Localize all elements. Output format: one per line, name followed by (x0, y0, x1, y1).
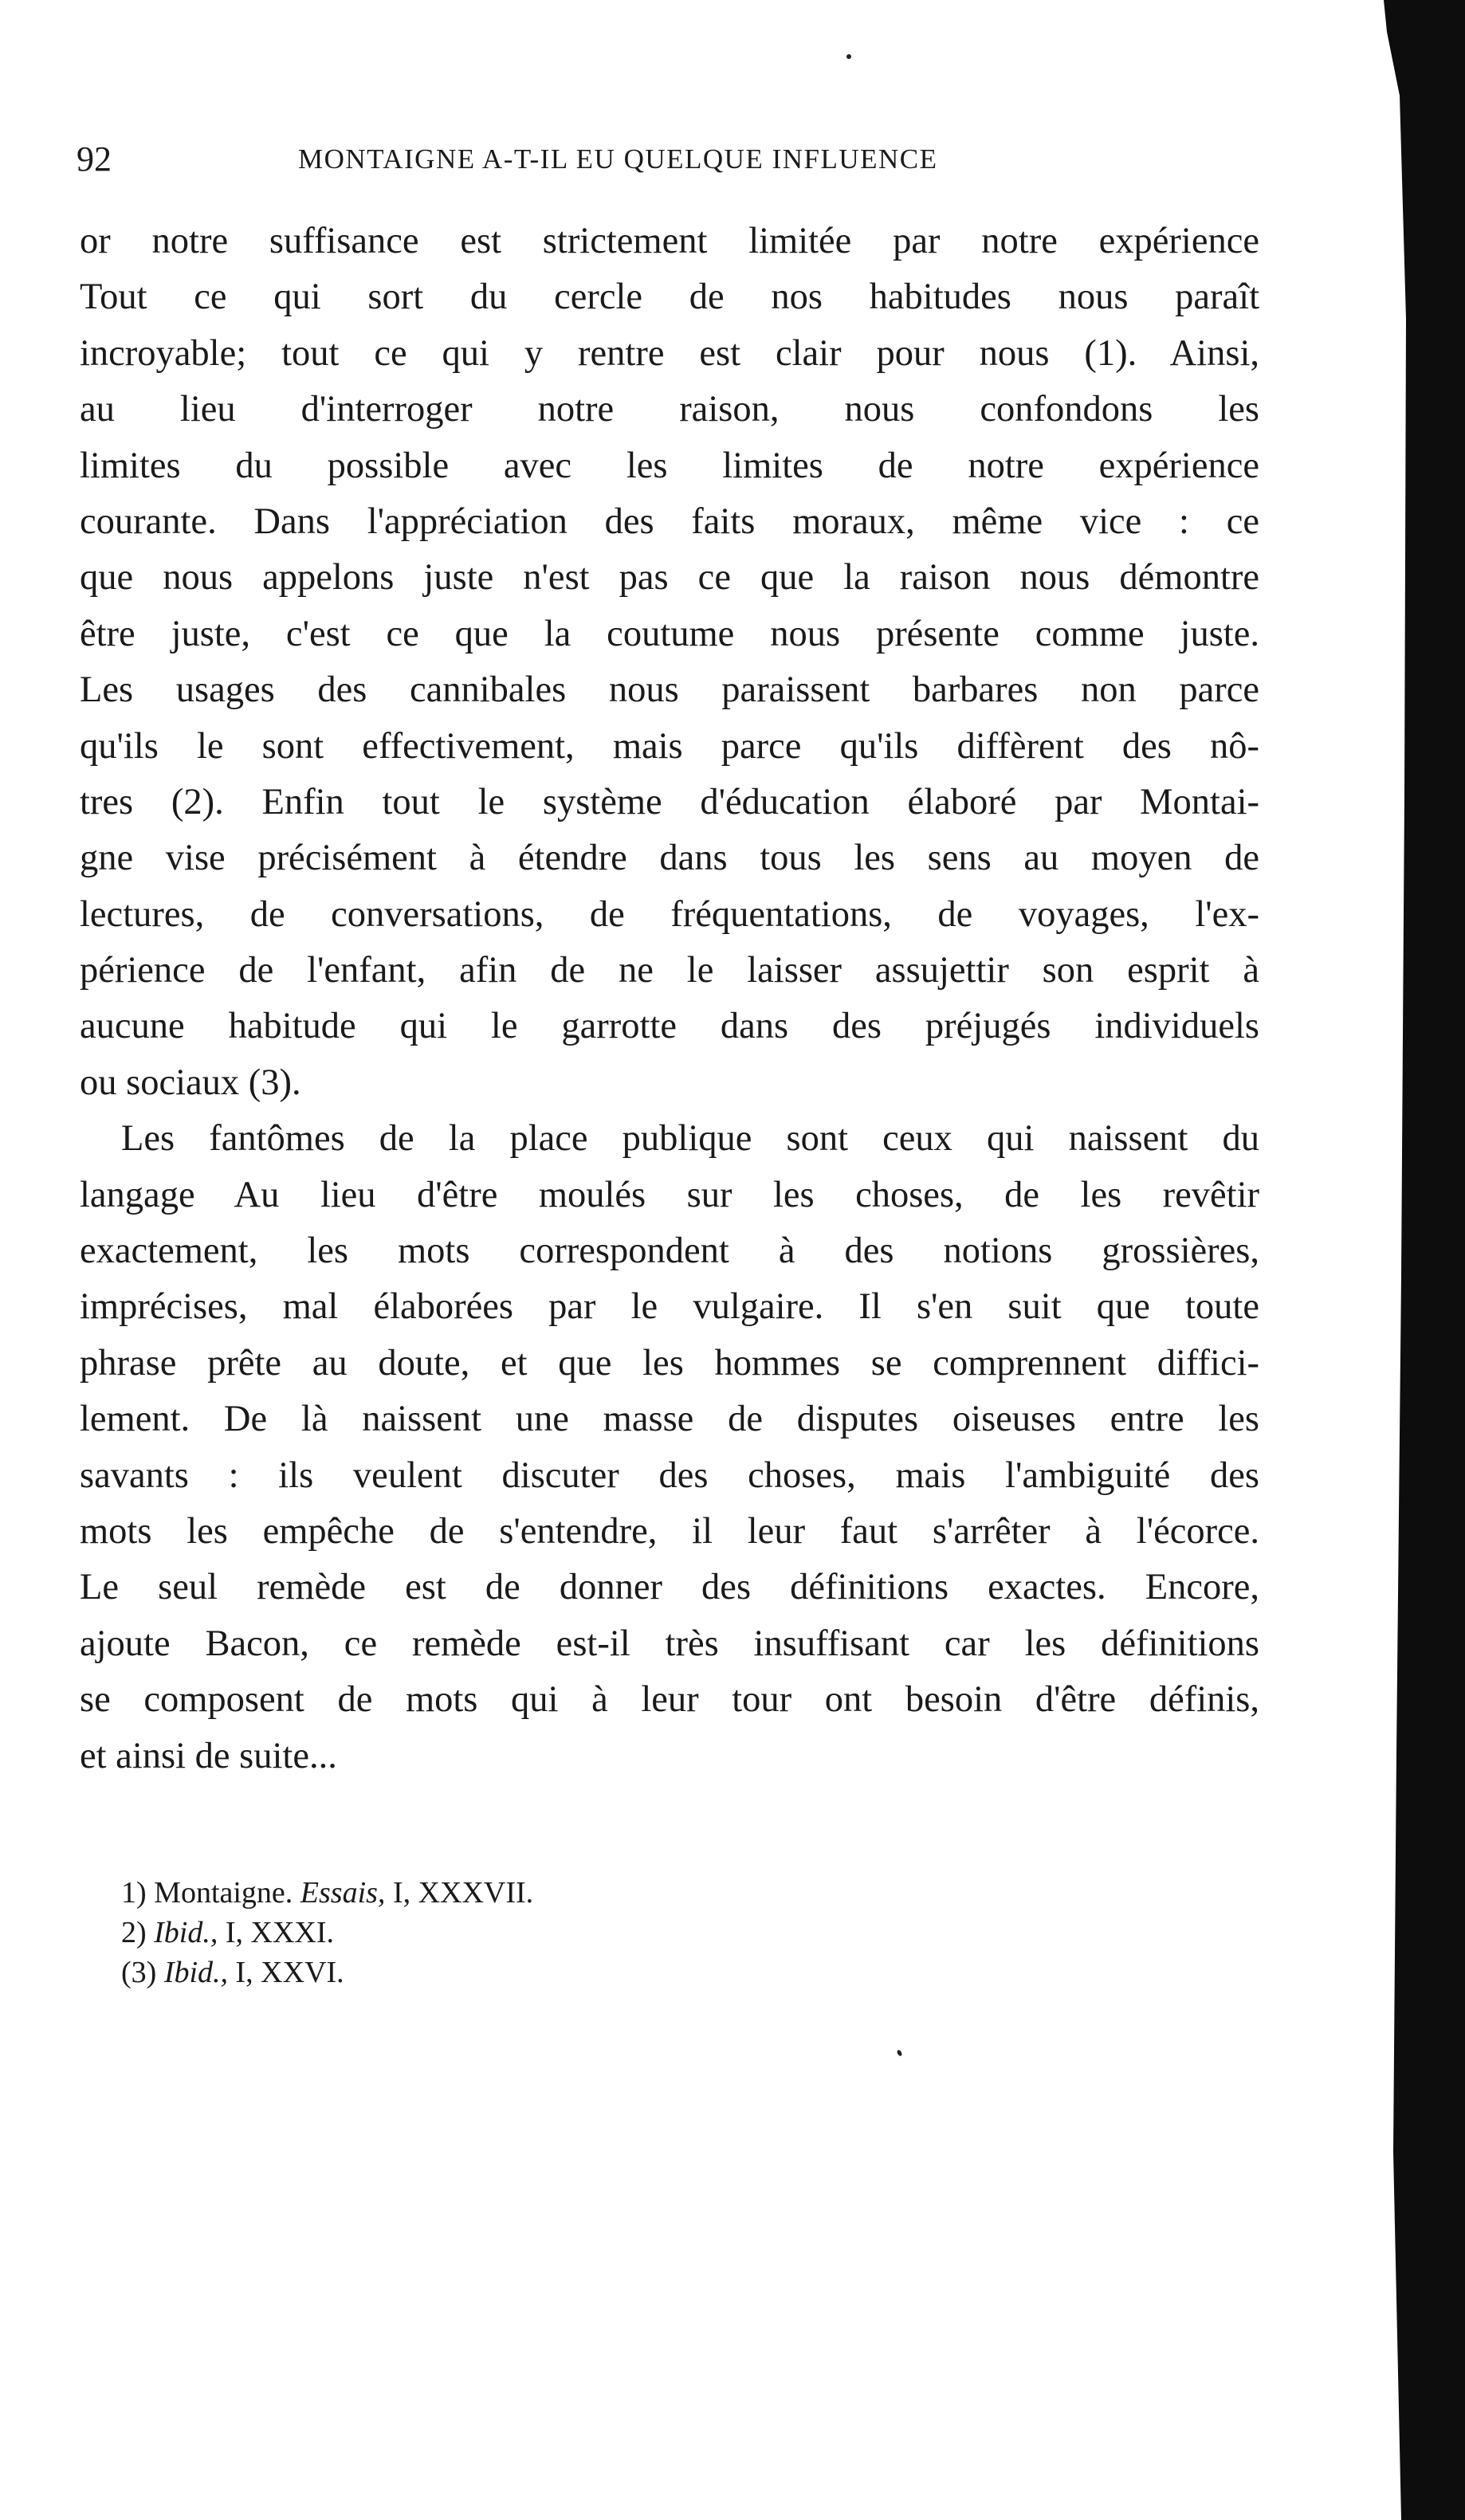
text-line: se composent de mots qui à leur tour ont besoin d'être définis, (80, 1679, 1259, 1721)
text-line: savants : ils veulent discuter des choses, mais l'ambiguité des (80, 1454, 1259, 1496)
text-line: au lieu d'interroger notre raison, nous confondons les (80, 389, 1259, 430)
paragraph-1 (80, 214, 1259, 1111)
footnote-author: Montaigne. (154, 1876, 293, 1910)
paragraph-2 (80, 1111, 1259, 1784)
footnote-ref: I, XXXI. (225, 1916, 335, 1949)
footnote-ref: I, XXVI. (235, 1956, 344, 1989)
footnote-2 (121, 1913, 533, 1953)
footnote-work: Essais, (300, 1876, 386, 1910)
text-line: lectures, de conversations, de fréquentations, de voyages, l'ex- (80, 893, 1259, 935)
text-line: Les usages des cannibales nous paraissent barbares non parce (80, 669, 1259, 711)
text-line: exactement, les mots correspondent à des notions grossières, (80, 1231, 1259, 1272)
text-line: mots les empêche de s'entendre, il leur faut s'arrêter à l'écorce. (80, 1510, 1259, 1552)
text-line: imprécises, mal élaborées par le vulgaire. Il s'en suit que toute (80, 1286, 1259, 1328)
page-number: 92 (77, 139, 112, 179)
text-line: Les fantômes de la place publique sont ceux qui naissent du (121, 1118, 1259, 1160)
text-line: qu'ils le sont effectivement, mais parce qu'ils diffèrent des nô- (80, 725, 1259, 767)
text-line: ajoute Bacon, ce remède est-il très insuffisant car les définitions (80, 1623, 1259, 1664)
text-line: langage Au lieu d'être moulés sur les choses, de les revêtir (80, 1174, 1259, 1215)
footnote-number: 1) (121, 1876, 147, 1910)
footnote-work: Ibid., (163, 1956, 229, 1989)
running-head (77, 135, 1264, 183)
text-line: aucune habitude qui le garrotte dans des préjugés individuels (80, 1006, 1259, 1047)
text-line: phrase prête au doute, et que les hommes se comprennent diffici- (80, 1342, 1259, 1384)
text-line: Le seul remède est de donner des définitions exactes. Encore, (80, 1567, 1259, 1608)
text-line: périence de l'enfant, afin de ne le laisser assujettir son esprit à (80, 950, 1259, 991)
text-line: limites du possible avec les limites de notre expérience (80, 445, 1259, 486)
text-line: et ainsi de suite... (80, 1735, 337, 1776)
footnote-1 (121, 1873, 533, 1913)
scan-speck (846, 54, 851, 59)
text-line: que nous appelons juste n'est pas ce que la raison nous démontre (80, 557, 1259, 599)
footnote-number: (3) (121, 1956, 157, 1989)
text-line: incroyable; tout ce qui y rentre est clair pour nous (1). Ainsi, (80, 332, 1259, 374)
footnote-3 (121, 1953, 533, 1992)
text-line: lement. De là naissent une masse de disputes oiseuses entre les (80, 1399, 1259, 1440)
footnote-work: Ibid., (154, 1916, 218, 1949)
footnote-number: 2) (121, 1916, 147, 1949)
text-line: ou sociaux (3). (80, 1062, 301, 1103)
text-line: or notre suffisance est strictement limitée par notre expérience (80, 221, 1259, 261)
text-line: gne vise précisément à étendre dans tous les sens au moyen de (80, 838, 1259, 879)
text-line: courante. Dans l'appréciation des faits moraux, même vice : ce (80, 500, 1259, 542)
text-line: Tout ce qui sort du cercle de nos habitudes nous paraît (80, 277, 1259, 318)
text-line: être juste, c'est ce que la coutume nous présente comme juste. (80, 613, 1259, 654)
footnotes (121, 1873, 533, 1992)
running-title: MONTAIGNE A-T-IL EU QUELQUE INFLUENCE (298, 143, 938, 175)
footnote-ref: I, XXXVII. (392, 1876, 534, 1910)
scan-page-edge-shadow (1369, 0, 1465, 2520)
body-text (80, 214, 1259, 1784)
scan-speck (896, 2049, 902, 2056)
text-line: tres (2). Enfin tout le système d'éducation élaboré par Montai- (80, 781, 1259, 822)
